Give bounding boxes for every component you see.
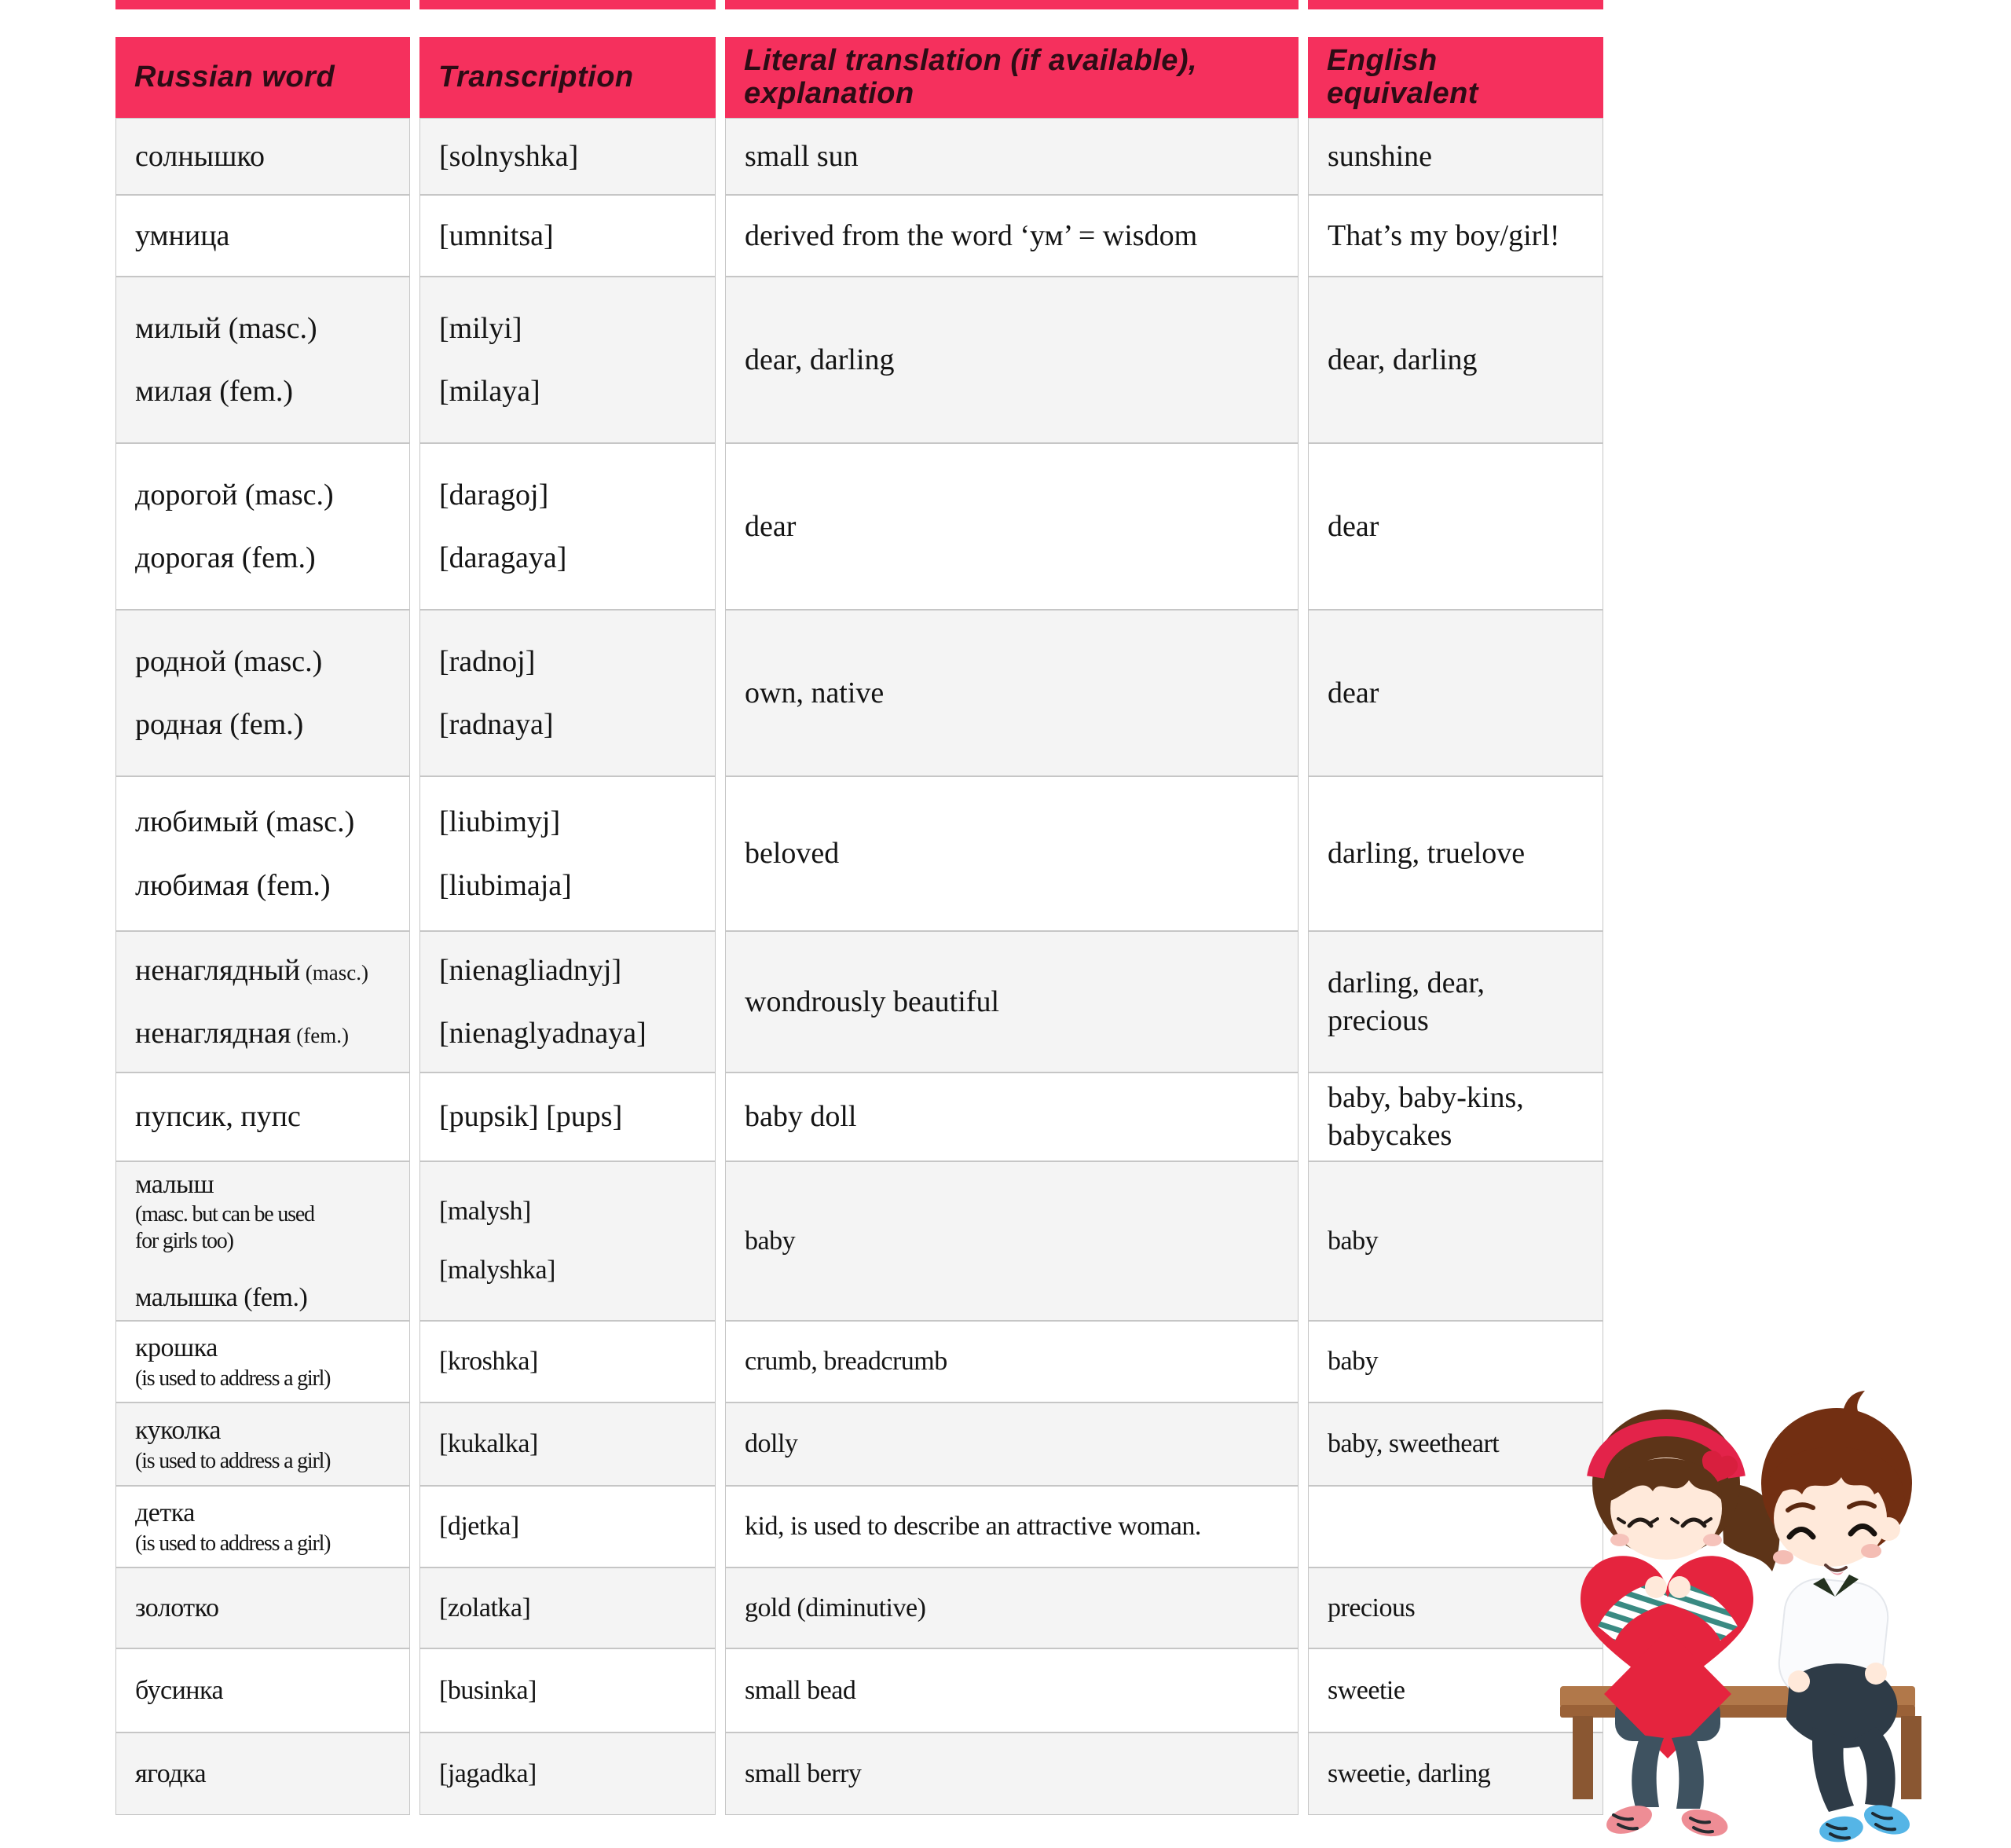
table-cell-line: [jagadka] xyxy=(439,1758,537,1788)
table-cell-line: own, native xyxy=(745,676,885,710)
table-cell-line: бусинка xyxy=(135,1675,224,1705)
table-cell-line: babycakes xyxy=(1328,1119,1452,1153)
table-cell-line: [nienaglyadnaya] xyxy=(439,1017,647,1050)
table-cell-line: ненаглядная (fem.) xyxy=(135,1017,349,1050)
table-cell-english-equivalent xyxy=(1308,1486,1603,1568)
table-cell-line: [milaya] xyxy=(439,375,540,408)
table-cell-line: sweetie xyxy=(1328,1675,1405,1705)
table-cell-literal-translation xyxy=(725,1486,1299,1568)
table-cell-literal-translation xyxy=(725,195,1299,277)
table-cell-line: детка xyxy=(135,1498,195,1528)
table-cell-line: sunshine xyxy=(1328,139,1432,173)
boy-illustration xyxy=(1761,1391,1914,1845)
table-cell-line: малышка (fem.) xyxy=(135,1282,308,1312)
table-cell-line: куколка xyxy=(135,1416,221,1446)
table-cell-russian xyxy=(115,118,410,195)
table-top-strip xyxy=(1308,0,1603,9)
table-cell-line: dear, darling xyxy=(1328,343,1478,376)
table-cell-line: sweetie, darling xyxy=(1328,1758,1491,1788)
table-cell-english-equivalent xyxy=(1308,776,1603,931)
table-cell-english-equivalent xyxy=(1308,1402,1603,1486)
table-cell-english-equivalent xyxy=(1308,1072,1603,1161)
table-cell-russian xyxy=(115,1648,410,1732)
table-cell-literal-translation xyxy=(725,277,1299,443)
table-cell-russian xyxy=(115,277,410,443)
table-cell-line: baby, sweetheart xyxy=(1328,1429,1500,1459)
table-cell-literal-translation xyxy=(725,776,1299,931)
table-cell-english-equivalent xyxy=(1308,610,1603,776)
table-cell-line: [kroshka] xyxy=(439,1347,538,1377)
table-cell-line: [umnitsa] xyxy=(439,218,554,252)
table-cell-transcription xyxy=(419,443,716,610)
table-cell-line: derived from the word ‘ум’ = wisdom xyxy=(745,218,1198,252)
table-cell-literal-translation xyxy=(725,1161,1299,1321)
table-cell-line: baby xyxy=(745,1226,796,1256)
table-cell-line: родная (fem.) xyxy=(135,708,304,741)
table-cell-english-equivalent xyxy=(1308,1568,1603,1648)
table-cell-line: kid, is used to describe an attractive woman. xyxy=(745,1512,1201,1542)
table-cell-line: [milyi] xyxy=(439,311,522,345)
table-cell-russian xyxy=(115,610,410,776)
table-cell-literal-translation xyxy=(725,931,1299,1072)
table-cell-english-equivalent xyxy=(1308,1321,1603,1402)
table-cell-line: (is used to address a girl) xyxy=(135,1448,331,1473)
table-cell-line: [pupsik] [pups] xyxy=(439,1100,623,1134)
table-cell-line: [daragaya] xyxy=(439,541,567,574)
table-cell-line: ягодка xyxy=(135,1758,207,1788)
table-cell-english-equivalent xyxy=(1308,195,1603,277)
table-cell-literal-translation xyxy=(725,1732,1299,1815)
table-cell-line: beloved xyxy=(745,837,840,871)
table-cell-line: baby, baby-kins, xyxy=(1328,1081,1524,1114)
table-cell-line: baby xyxy=(1328,1226,1379,1256)
table-cell-line: small bead xyxy=(745,1675,856,1705)
table-cell-transcription xyxy=(419,1402,716,1486)
table-cell-transcription xyxy=(419,1648,716,1732)
table-cell-line: любимый (masc.) xyxy=(135,805,355,839)
table-cell-line: [nienagliadnyj] xyxy=(439,953,622,987)
table-cell-line: [djetka] xyxy=(439,1512,519,1542)
table-top-strip xyxy=(725,0,1299,9)
table-cell-transcription xyxy=(419,931,716,1072)
table-cell-english-equivalent xyxy=(1308,1648,1603,1732)
column-header-russian-word: Russian word xyxy=(115,37,410,118)
table-cell-line: (is used to address a girl) xyxy=(135,1531,331,1556)
table-cell-line: [liubimaja] xyxy=(439,868,572,902)
table-cell-line: [daragoj] xyxy=(439,478,549,512)
table-cell-literal-translation xyxy=(725,443,1299,610)
table-cell-transcription xyxy=(419,1732,716,1815)
table-cell-line: [zolatka] xyxy=(439,1593,531,1622)
table-cell-line: precious xyxy=(1328,1593,1416,1622)
column-header-transcription: Transcription xyxy=(419,37,716,118)
table-cell-russian xyxy=(115,1161,410,1321)
table-cell-literal-translation xyxy=(725,118,1299,195)
gender-note: (fem.) xyxy=(291,1024,349,1047)
table-cell-line: пупсик, пупс xyxy=(135,1100,301,1134)
table-cell-russian xyxy=(115,776,410,931)
table-cell-russian xyxy=(115,1321,410,1402)
table-cell-line: dear, darling xyxy=(745,343,895,376)
table-cell-line: That’s my boy/girl! xyxy=(1328,218,1560,252)
table-cell-line: precious xyxy=(1328,1004,1429,1037)
table-cell-line: (is used to address a girl) xyxy=(135,1366,331,1391)
table-cell-transcription xyxy=(419,118,716,195)
table-cell-line: darling, dear, xyxy=(1328,966,1485,999)
table-cell-literal-translation xyxy=(725,1568,1299,1648)
table-cell-line: любимая (fem.) xyxy=(135,868,331,902)
gender-note: (masc.) xyxy=(300,960,369,984)
table-cell-line: [liubimyj] xyxy=(439,805,561,839)
girl-illustration xyxy=(1581,1410,1779,1841)
table-cell-line: золотко xyxy=(135,1593,219,1622)
table-cell-transcription xyxy=(419,776,716,931)
table-cell-transcription xyxy=(419,1161,716,1321)
table-cell-line: [radnoj] xyxy=(439,644,536,678)
table-cell-line: родной (masc.) xyxy=(135,644,323,678)
bench-illustration xyxy=(1560,1686,1921,1799)
table-cell-line: умница xyxy=(135,218,230,252)
table-cell-line: [kukalka] xyxy=(439,1429,538,1459)
table-cell-line: дорогой (masc.) xyxy=(135,478,334,512)
table-cell-line: gold (diminutive) xyxy=(745,1593,926,1622)
table-cell-russian xyxy=(115,1072,410,1161)
table-cell-literal-translation xyxy=(725,1321,1299,1402)
table-cell-english-equivalent xyxy=(1308,443,1603,610)
table-cell-line: darling, truelove xyxy=(1328,837,1526,871)
table-cell-transcription xyxy=(419,1568,716,1648)
table-cell-russian xyxy=(115,931,410,1072)
table-cell-line: dear xyxy=(1328,676,1379,710)
endearment-table xyxy=(115,0,1603,1815)
table-cell-transcription xyxy=(419,1321,716,1402)
table-cell-line: [radnaya] xyxy=(439,708,554,741)
table-top-strip xyxy=(115,0,410,9)
table-cell-russian xyxy=(115,1486,410,1568)
table-cell-line: baby doll xyxy=(745,1100,857,1134)
table-cell-line: dolly xyxy=(745,1429,798,1459)
table-cell-russian xyxy=(115,1402,410,1486)
table-cell-literal-translation xyxy=(725,1648,1299,1732)
table-cell-line: small sun xyxy=(745,139,859,173)
table-cell-line: dear xyxy=(1328,509,1379,543)
table-cell-literal-translation xyxy=(725,1402,1299,1486)
table-cell-line: [solnyshka] xyxy=(439,139,579,173)
table-cell-line: (masc. but can be used xyxy=(135,1202,314,1227)
table-cell-english-equivalent xyxy=(1308,118,1603,195)
table-cell-line: милая (fem.) xyxy=(135,375,294,408)
table-cell-transcription xyxy=(419,1072,716,1161)
table-cell-russian xyxy=(115,195,410,277)
table-cell-russian xyxy=(115,1568,410,1648)
table-cell-line: dear xyxy=(745,509,797,543)
table-cell-line: small berry xyxy=(745,1758,862,1788)
table-cell-line: [malyshka] xyxy=(439,1256,555,1285)
table-cell-line: крошка xyxy=(135,1333,218,1363)
table-cell-line: [businka] xyxy=(439,1675,537,1705)
table-cell-english-equivalent xyxy=(1308,1161,1603,1321)
table-cell-transcription xyxy=(419,277,716,443)
table-cell-line: солнышко xyxy=(135,139,265,173)
table-cell-transcription xyxy=(419,195,716,277)
table-cell-transcription xyxy=(419,610,716,776)
table-cell-english-equivalent xyxy=(1308,931,1603,1072)
table-cell-literal-translation xyxy=(725,1072,1299,1161)
table-cell-line: wondrously beautiful xyxy=(745,984,1000,1018)
table-top-strip xyxy=(419,0,716,9)
table-cell-transcription xyxy=(419,1486,716,1568)
table-cell-russian xyxy=(115,443,410,610)
table-cell-line: for girls too) xyxy=(135,1229,233,1254)
column-header-english-equivalent: English equivalent xyxy=(1308,37,1603,118)
table-cell-line: милый (masc.) xyxy=(135,311,317,345)
table-cell-line: [malysh] xyxy=(439,1196,531,1226)
table-cell-english-equivalent xyxy=(1308,277,1603,443)
table-cell-russian xyxy=(115,1732,410,1815)
table-cell-english-equivalent xyxy=(1308,1732,1603,1815)
table-cell-literal-translation xyxy=(725,610,1299,776)
table-cell-line: дорогая (fem.) xyxy=(135,541,316,574)
column-header-literal-translation: Literal translation (if available), explanation xyxy=(725,37,1299,118)
table-cell-line: ненаглядный (masc.) xyxy=(135,953,369,987)
table-cell-line: малыш xyxy=(135,1169,214,1199)
table-cell-line: crumb, breadcrumb xyxy=(745,1347,947,1377)
table-cell-line: baby xyxy=(1328,1347,1379,1377)
